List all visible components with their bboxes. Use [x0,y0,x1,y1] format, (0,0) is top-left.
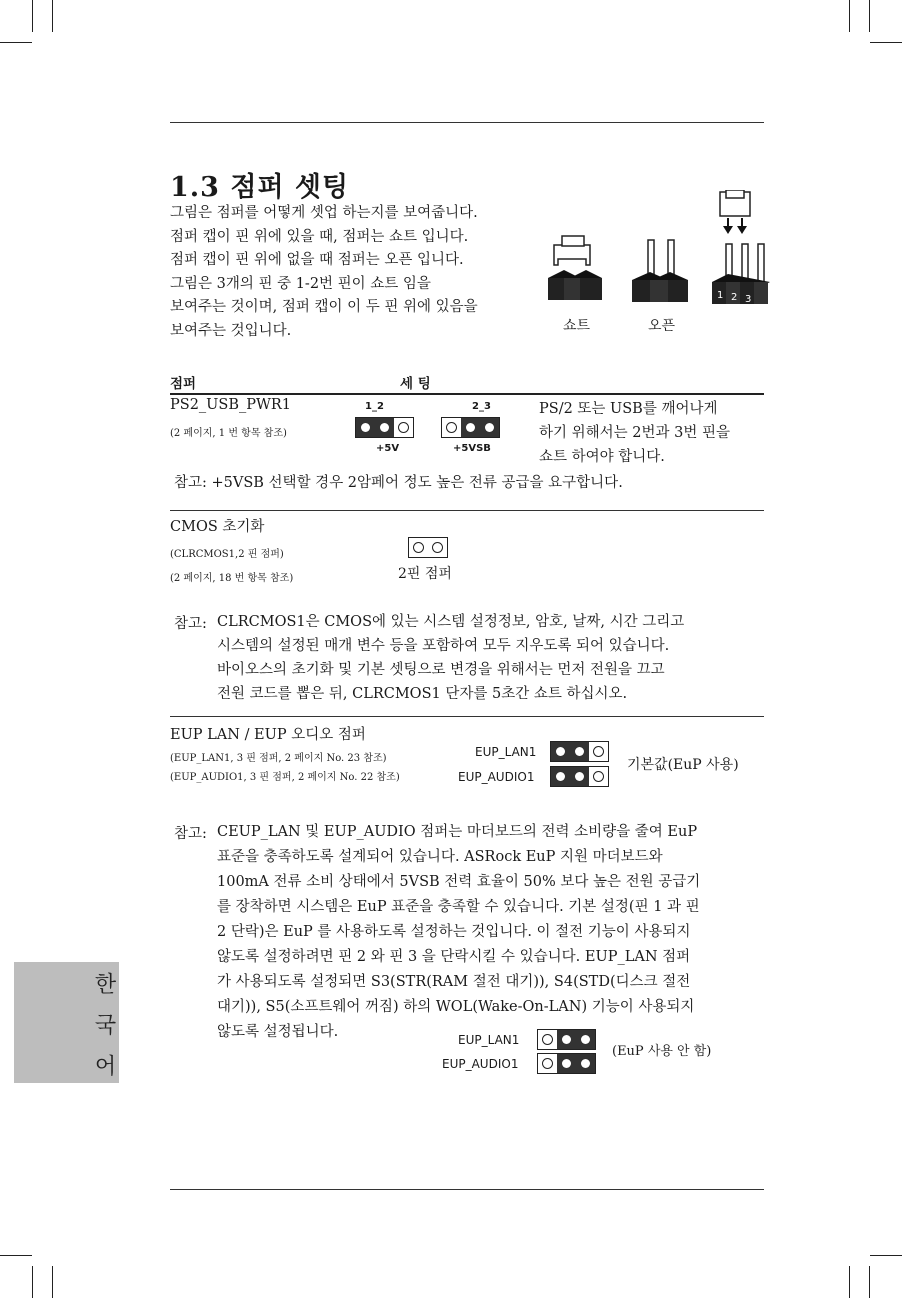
cmos-note-line: 바이오스의 초기화 및 기본 셋팅으로 변경을 위해서는 먼저 전원을 끄고 [217,662,665,678]
ps2-desc-line: 하기 위해서는 2번과 3번 핀을 [539,425,730,441]
cmos-note-line: 시스템의 설정된 매개 변수 등을 포함하여 모두 지우도록 되어 있습니다. [217,638,670,654]
eup-note-line: 100mA 전류 소비 상태에서 5VSB 전력 효율이 50% 보다 높은 전원 공급기 [217,874,701,890]
crop-mark [849,0,850,32]
intro-line: 그림은 점퍼를 어떻게 셋업 하는지를 보여줍니다. [170,205,478,221]
crop-mark [0,42,32,43]
eup-note-line: 2 단락)은 EuP 를 사용하도록 설정하는 것입니다. 이 절전 기능이 사용되지 [217,924,691,940]
cmos-pin-label: 2핀 점퍼 [398,566,452,582]
eup-lan-pins-disabled [537,1029,596,1050]
three-pin-jumper-icon [712,190,770,305]
ps2-pins-1-2 [355,417,414,438]
svg-text:2: 2 [731,292,738,303]
eup-note-line: CEUP_LAN 및 EUP_AUDIO 점퍼는 마더보드의 전력 소비량을 줄여 EuP [217,824,698,840]
crop-mark [849,1266,850,1298]
section-rule [170,510,764,511]
eup-default-label: 기본값(EuP 사용) [627,757,739,773]
ps2-note: 참고: +5VSB 선택할 경우 2암페어 정도 높은 전류 공급을 요구합니다. [174,475,623,491]
cmos-title: CMOS 초기화 [170,519,265,535]
open-label: 오픈 [648,318,676,334]
cmos-note [217,610,684,706]
ps2-desc-line: 쇼트 하여야 합니다. [539,449,665,465]
language-side-tab-label: 한 국 어 [91,972,116,1082]
ps2-label-1-2: 1_2 [365,401,384,412]
eup-audio-label-disabled: EUP_AUDIO1 [442,1057,519,1071]
eup-note-line: 를 장착하면 시스템은 EuP 표준을 충족할 수 있습니다. 기본 설정(핀 1 과 핀 [217,899,700,915]
intro-line: 그림은 3개의 핀 중 1-2번 핀이 쇼트 임을 [170,275,431,292]
language-side-tab [14,962,119,1083]
cmos-note-line: CLRCMOS1은 CMOS에 있는 시스템 설정정보, 암호, 날짜, 시간 그리고 [217,614,685,630]
crop-mark [870,1255,902,1256]
crop-mark [32,1266,33,1298]
intro-line: 보여주는 것입니다. [170,322,292,339]
cmos-sub: (CLRCMOS1,2 핀 점퍼) [170,549,284,560]
header-rule [170,122,764,123]
eup-ref-lan: (EUP_LAN1, 3 핀 점퍼, 2 페이지 No. 23 참조) [170,753,387,764]
jumper-illustration [540,190,770,315]
eup-lan-pins-default [550,741,609,762]
ps2-jumper-name: PS2_USB_PWR1 [170,397,292,413]
eup-note-line: 대기)), S5(소프트웨어 꺼짐) 하의 WOL(Wake-On-LAN) 기능이 사용되지 [217,999,695,1015]
eup-note [217,820,700,1045]
intro-line: 보여주는 것이며, 점퍼 캡이 이 두 핀 위에 있음을 [170,299,478,315]
footer-rule [170,1189,764,1190]
eup-audio-label: EUP_AUDIO1 [458,770,535,784]
eup-title: EUP LAN / EUP 오디오 점퍼 [170,727,366,743]
table-header-rule [170,393,764,395]
ps2-label-2-3: 2_3 [472,401,491,412]
eup-ref-audio: (EUP_AUDIO1, 3 핀 점퍼, 2 페이지 No. 22 참조) [170,772,400,783]
crop-mark [32,0,33,32]
eup-note-line: 가 사용되도록 설정되면 S3(STR(RAM 절전 대기)), S4(STD(디스크 절전 [217,974,691,990]
crop-mark [52,1266,53,1298]
eup-lan-label-disabled: EUP_LAN1 [458,1033,520,1047]
short-label: 쇼트 [563,318,591,334]
section-rule [170,716,764,717]
crop-mark [52,0,53,32]
crop-mark [0,1255,32,1256]
eup-disabled-label: (EuP 사용 안 함) [612,1044,712,1059]
eup-audio-pins-default [550,766,609,787]
cmos-note-label: 참고: [174,616,207,632]
column-header-setting: 세 팅 [400,376,431,392]
ps2-desc-line: PS/2 또는 USB를 깨어나게 [539,401,718,417]
intro-paragraph [170,202,515,343]
ps2-jumper-ref: (2 페이지, 1 번 항목 참조) [170,428,287,439]
crop-mark [870,42,902,43]
svg-text:3: 3 [745,294,752,305]
crop-mark [869,1266,870,1298]
eup-note-line: 않도록 설정하려면 핀 2 와 핀 3 을 단락시킬 수 있습니다. EUP_LAN 점퍼 [217,949,691,965]
crop-mark [869,0,870,32]
eup-note-label: 참고: [174,826,207,842]
short-jumper-icon [548,236,602,300]
cmos-ref: (2 페이지, 18 번 항목 참조) [170,573,294,584]
eup-lan-label: EUP_LAN1 [475,745,537,759]
svg-text:1: 1 [717,290,724,301]
ps2-pins-2-3 [441,417,500,438]
ps2-label-5v: +5V [376,443,400,454]
eup-audio-pins-disabled [537,1053,596,1074]
open-jumper-icon [632,240,688,302]
eup-note-line: 않도록 설정됩니다. [217,1024,339,1040]
intro-line: 점퍼 캡이 핀 위에 있을 때, 점퍼는 쇼트 입니다. [170,228,469,245]
cmos-pins [408,537,448,558]
ps2-label-5vsb: +5VSB [453,443,491,454]
section-title: 1.3 점퍼 셋팅 [170,172,350,203]
cmos-note-line: 전원 코드를 뽑은 뒤, CLRCMOS1 단자를 5초간 쇼트 하십시오. [217,686,628,702]
intro-line: 점퍼 캡이 핀 위에 없을 때 점퍼는 오픈 입니다. [170,252,464,268]
column-header-jumper: 점퍼 [170,376,197,392]
ps2-description [539,397,730,469]
eup-note-line: 표준을 충족하도록 설계되어 있습니다. ASRock EuP 지원 마더보드와 [217,849,663,865]
